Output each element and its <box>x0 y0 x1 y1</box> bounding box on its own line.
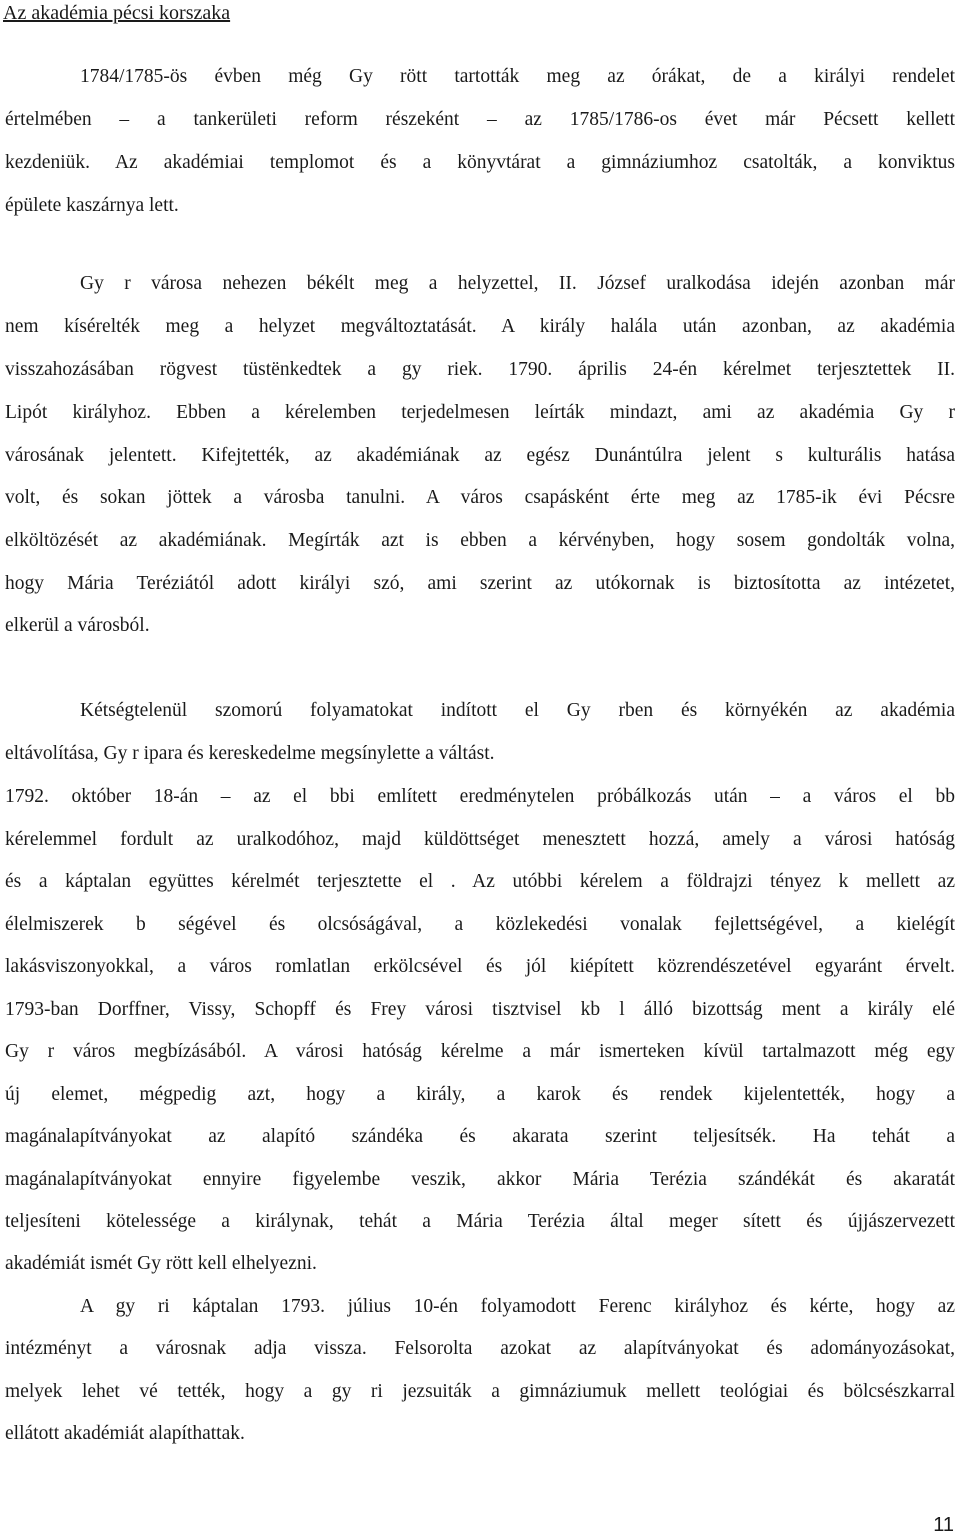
text-line: lakásviszonyokkal, a város romlatlan erkölcsével és jól kiépített közrendészetével egyaránt érvelt. <box>5 956 955 977</box>
text-line: elkerül a városból. <box>5 615 150 636</box>
text-line: akadémiát ismét Gy rött kell elhelyezni. <box>5 1253 317 1274</box>
text-line: hogy Mária Teréziától adott királyi szó, ami szerint az utókornak is biztosította az intézetet, <box>5 573 955 594</box>
text-line: melyek lehet vé tették, hogy a gy ri jezsuiták a gimnáziumuk mellett teológiai és bölcsészkarral <box>5 1381 955 1402</box>
section-heading-link[interactable]: Az akadémia pécsi korszaka <box>3 2 231 24</box>
text-line: Gy r városa nehezen békélt meg a helyzettel, II. József uralkodása idején azonban már <box>80 273 955 294</box>
text-line: nem kísérelték meg a helyzet megváltoztatását. A király halála után azonban, az akadémia <box>5 316 955 337</box>
text-line: intézményt a városnak adja vissza. Felsorolta azokat az alapítványokat és adományozásokat, <box>5 1338 955 1359</box>
text-line: elköltözését az akadémiának. Megírták azt is ebben a kérvényben, hogy sosem gondolták volna, <box>5 530 955 551</box>
text-line: volt, és sokan jöttek a városba tanulni. A város csapásként érte meg az 1785-ik évi Pécsre <box>5 487 955 508</box>
text-line: új elemet, mégpedig azt, hogy a király, a karok és rendek kijelentették, hogy a <box>5 1084 955 1105</box>
text-line: értelmében – a tankerületi reform részeként – az 1785/1786-os évet már Pécsett kellett <box>5 109 955 130</box>
text-line: Kétségtelenül szomorú folyamatokat indított el Gy rben és környékén az akadémia <box>80 700 955 721</box>
text-line: Lipót királyhoz. Ebben a kérelemben terjedelmesen leírták mindazt, ami az akadémia Gy r <box>5 402 955 423</box>
text-line: eltávolítása, Gy r ipara és kereskedelme megsínylette a váltást. <box>5 743 495 764</box>
text-line: A gy ri káptalan 1793. július 10-én folyamodott Ferenc királyhoz és kérte, hogy az <box>80 1296 955 1317</box>
text-line: teljesíteni kötelessége a királynak, tehát a Mária Terézia által meger sített és újjászervezett <box>5 1211 955 1232</box>
text-line: élelmiszerek b ségével és olcsóságával, a közlekedési vonalak fejlettségével, a kielégít <box>5 914 955 935</box>
page-number: 11 <box>933 1514 954 1536</box>
text-line: visszahozásában rögvest tüstënkedtek a gy riek. 1790. április 24-én kérelmet terjesztettek II. <box>5 359 955 380</box>
text-line: kezdeniük. Az akadémiai templomot és a könyvtárat a gimnáziumhoz csatolták, a konviktus <box>5 152 955 173</box>
text-line: 1793-ban Dorffner, Vissy, Schopff és Frey városi tisztvisel kb l álló bizottság ment a király elé <box>5 999 955 1020</box>
text-line: ellátott akadémiát alapíthattak. <box>5 1423 245 1444</box>
text-line: és a káptalan együttes kérelmét terjesztette el . Az utóbbi kérelem a földrajzi tényez k mellett az <box>5 871 955 892</box>
text-line: 1792. október 18-án – az el bbi említett eredménytelen próbálkozás után – a város el bb <box>5 786 955 807</box>
text-line: magánalapítványokat ennyire figyelembe veszik, akkor Mária Terézia szándékát és akaratát <box>5 1169 955 1190</box>
text-line: 1784/1785-ös évben még Gy rött tartották meg az órákat, de a királyi rendelet <box>80 66 955 87</box>
text-line: magánalapítványokat az alapító szándéka és akarata szerint teljesítsék. Ha tehát a <box>5 1126 955 1147</box>
text-line: Gy r város megbízásából. A városi hatóság kérelme a már ismerteken kívül tartalmazott még egy <box>5 1041 955 1062</box>
text-line: városának jelentett. Kifejtették, az akadémiának az egész Dunántúlra jelent s kulturális hatása <box>5 445 955 466</box>
text-line: épülete kaszárnya lett. <box>5 195 179 216</box>
text-line: kérelemmel fordult az uralkodóhoz, majd küldöttséget menesztett hozzá, amely a városi hatóság <box>5 829 955 850</box>
